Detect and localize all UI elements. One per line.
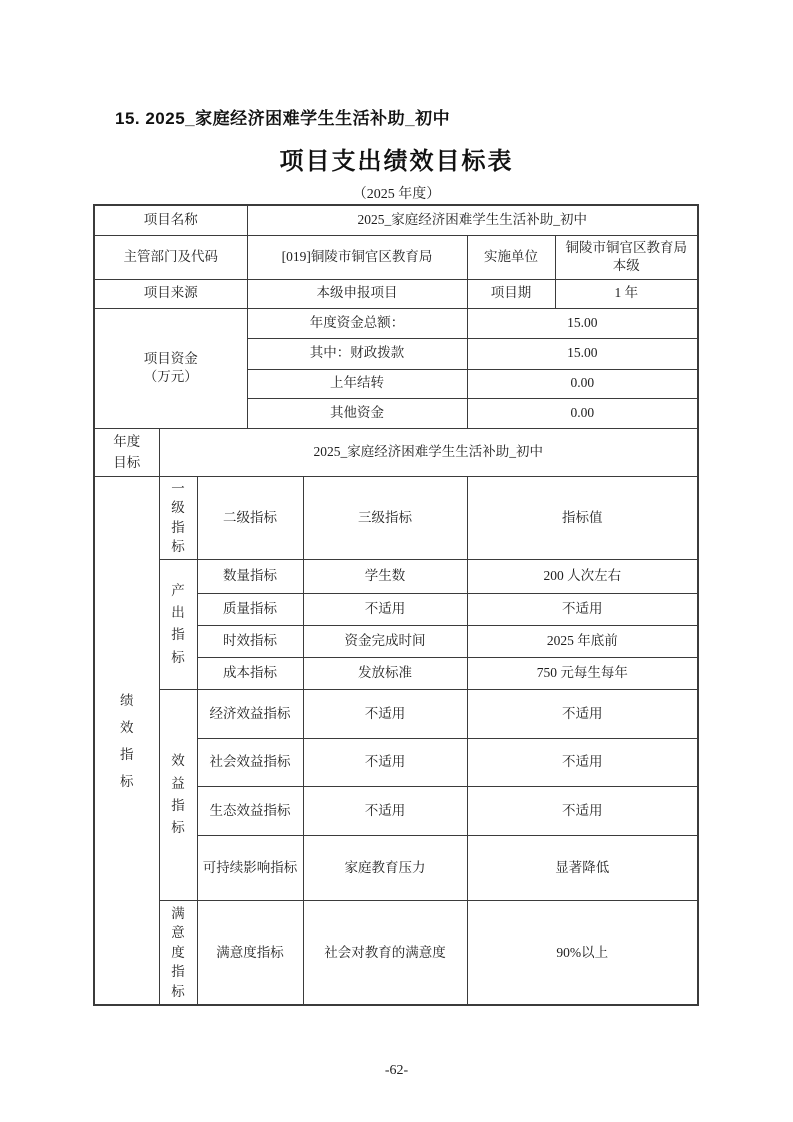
impl-unit-label-cell: 实施单位 — [467, 235, 555, 279]
metric-value-cell: 不适用 — [467, 689, 698, 738]
fund-name-cell: 上年结转 — [247, 369, 467, 398]
annual-goal-value-cell: 2025_家庭经济困难学生生活补助_初中 — [159, 428, 698, 476]
metric-l2-cell: 可持续影响指标 — [197, 835, 303, 900]
fund-name-cell: 其中：财政拨款 — [247, 338, 467, 369]
performance-target-table — [93, 204, 699, 1006]
indicators-section-cell — [94, 476, 159, 1005]
metric-l3-cell: 不适用 — [303, 689, 467, 738]
impl-unit-value-cell: 铜陵市铜官区教育局本级 — [555, 235, 698, 279]
metric-l2-cell: 时效指标 — [197, 625, 303, 657]
header-value-cell: 指标值 — [467, 476, 698, 559]
period-value-cell: 1 年 — [555, 279, 698, 308]
department-value-cell: [019]铜陵市铜官区教育局 — [247, 235, 467, 279]
satisfaction-group-label: 满意度指标 — [171, 905, 185, 1000]
funds-unit: （万元） — [143, 369, 198, 384]
metric-value-cell: 不适用 — [467, 786, 698, 835]
table-title: 项目支出绩效目标表 — [279, 148, 514, 175]
table-row — [94, 559, 698, 593]
table-subtitle: （2025 年度） — [352, 187, 441, 202]
header-level1-cell — [159, 476, 197, 559]
header-level1-label: 一级指标 — [171, 480, 185, 555]
table-row — [94, 308, 698, 338]
metric-l2-cell: 社会效益指标 — [197, 738, 303, 786]
output-group-cell — [159, 559, 197, 689]
metric-value-cell: 2025 年底前 — [467, 625, 698, 657]
metric-l3-cell: 资金完成时间 — [303, 625, 467, 657]
metric-l3-cell: 学生数 — [303, 559, 467, 593]
project-name-value-cell: 2025_家庭经济困难学生生活补助_初中 — [247, 205, 698, 235]
metric-value-cell: 不适用 — [467, 738, 698, 786]
header-level3-cell: 三级指标 — [303, 476, 467, 559]
fund-value-cell: 15.00 — [467, 338, 698, 369]
table-row — [94, 279, 698, 308]
output-group-label: 产出指标 — [171, 582, 185, 665]
fund-value-cell: 0.00 — [467, 398, 698, 428]
table-row — [94, 205, 698, 235]
metric-value-cell: 90%以上 — [467, 900, 698, 1005]
table-row — [94, 428, 698, 476]
metric-l3-cell: 社会对教育的满意度 — [303, 900, 467, 1005]
department-label-cell: 主管部门及代码 — [94, 235, 247, 279]
fund-name-cell: 其他资金 — [247, 398, 467, 428]
header-level2-cell: 二级指标 — [197, 476, 303, 559]
table-row — [94, 235, 698, 279]
metric-l2-cell: 满意度指标 — [197, 900, 303, 1005]
metric-value-cell: 显著降低 — [467, 835, 698, 900]
metric-l3-cell: 不适用 — [303, 786, 467, 835]
metric-l2-cell: 成本指标 — [197, 657, 303, 689]
annual-goal-label: 年度目标 — [113, 433, 141, 471]
annual-goal-label-cell — [94, 428, 159, 476]
page-number: -62- — [384, 1063, 409, 1078]
benefit-group-label: 效益指标 — [171, 753, 185, 836]
funds-label: 项目资金 — [143, 350, 198, 366]
metric-l3-cell: 家庭教育压力 — [303, 835, 467, 900]
metric-l3-cell: 不适用 — [303, 593, 467, 625]
fund-value-cell: 15.00 — [467, 308, 698, 338]
metric-l2-cell: 生态效益指标 — [197, 786, 303, 835]
benefit-group-cell — [159, 689, 197, 900]
project-name-label-cell: 项目名称 — [94, 205, 247, 235]
table-row — [94, 900, 698, 1005]
metric-value-cell: 200 人次左右 — [467, 559, 698, 593]
indicators-section-label: 绩效指标 — [120, 692, 134, 789]
metric-l2-cell: 质量指标 — [197, 593, 303, 625]
doc-title: 15. 2025_家庭经济困难学生生活补助_初中 — [115, 109, 451, 128]
table-row — [94, 476, 698, 559]
funds-label-cell — [94, 308, 247, 428]
metric-l3-cell: 发放标准 — [303, 657, 467, 689]
metric-l2-cell: 经济效益指标 — [197, 689, 303, 738]
satisfaction-group-cell — [159, 900, 197, 1005]
period-label-cell: 项目期 — [467, 279, 555, 308]
metric-l2-cell: 数量指标 — [197, 559, 303, 593]
source-value-cell: 本级申报项目 — [247, 279, 467, 308]
fund-name-cell: 年度资金总额： — [247, 308, 467, 338]
table-row — [94, 689, 698, 738]
metric-value-cell: 不适用 — [467, 593, 698, 625]
metric-value-cell: 750 元每生每年 — [467, 657, 698, 689]
fund-value-cell: 0.00 — [467, 369, 698, 398]
metric-l3-cell: 不适用 — [303, 738, 467, 786]
source-label-cell: 项目来源 — [94, 279, 247, 308]
